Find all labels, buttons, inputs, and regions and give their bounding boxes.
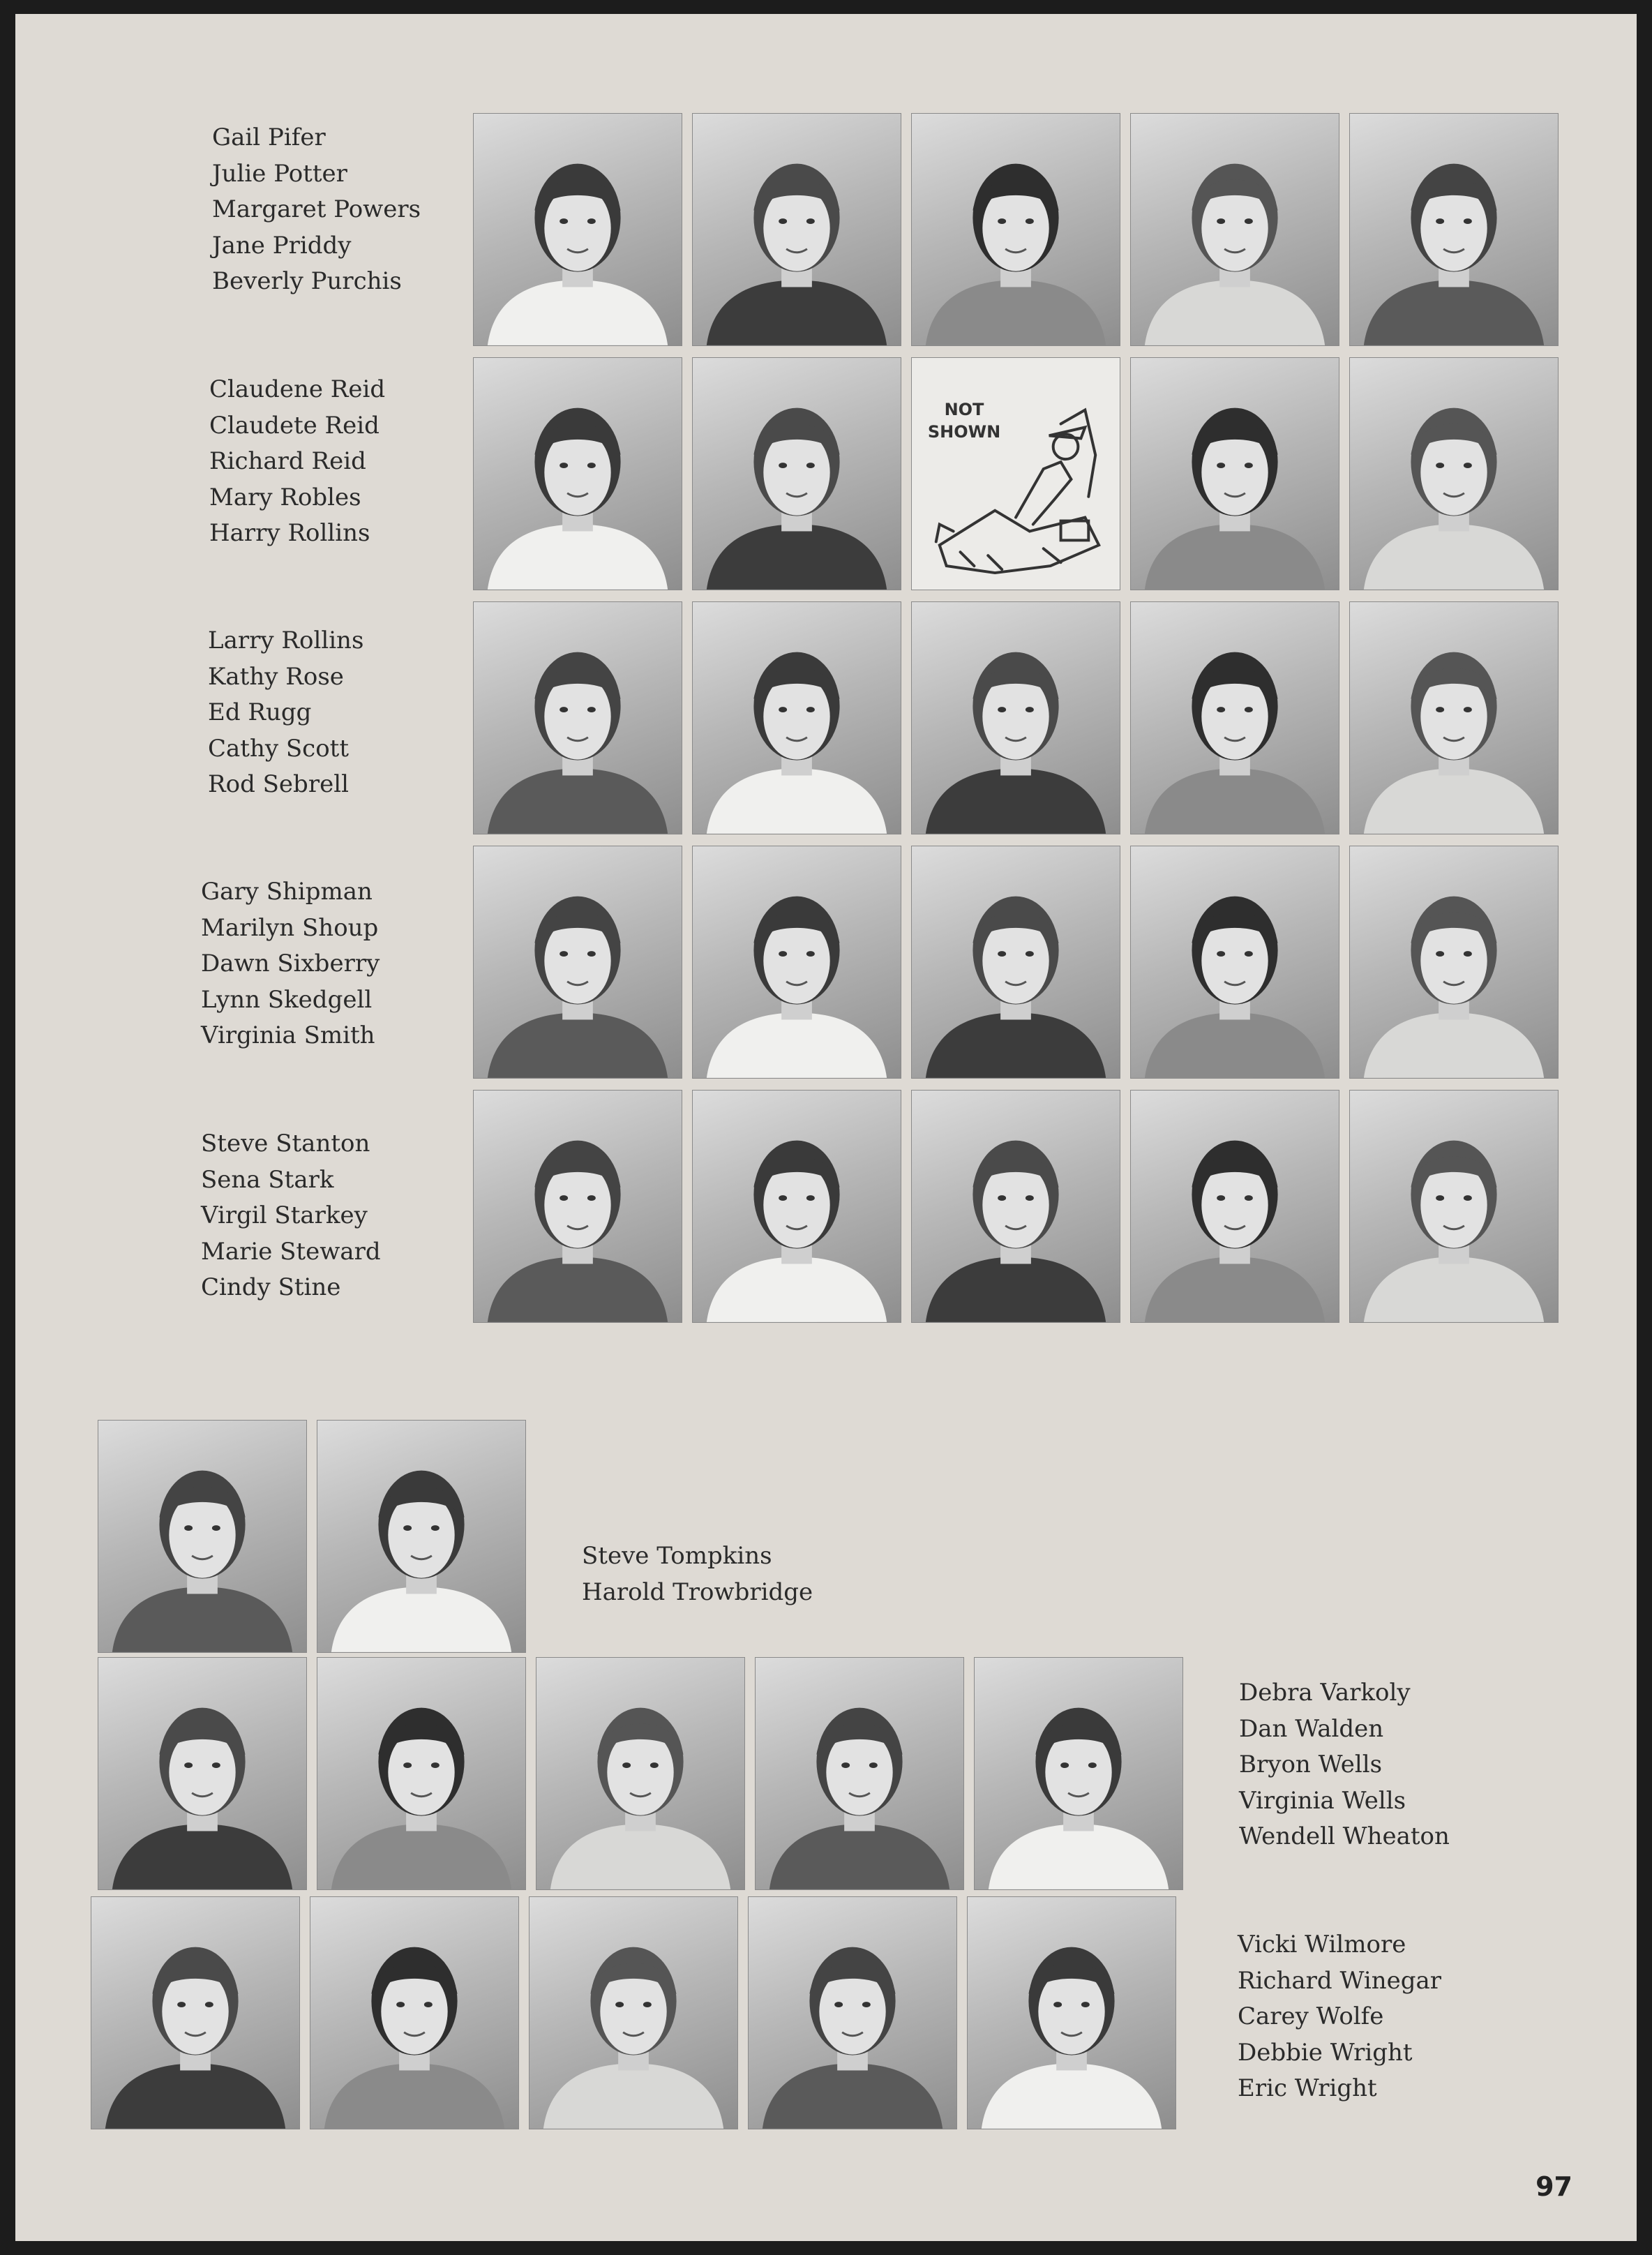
student-name: Larry Rollins [208,627,364,654]
student-portrait [1130,113,1339,346]
portrait-silhouette [975,1658,1182,1889]
student-name: Steve Stanton [201,1130,370,1158]
student-name: Sena Stark [201,1165,334,1194]
portrait-silhouette [1350,114,1558,345]
portrait-silhouette [474,1091,682,1322]
portrait-silhouette [693,1091,901,1322]
student-name: Debra Varkoly [1239,1679,1411,1707]
student-name: Jane Priddy [212,231,352,260]
student-portrait [692,357,901,590]
portrait-silhouette [1131,1091,1339,1322]
student-portrait [317,1420,526,1653]
portrait-silhouette [98,1421,306,1652]
student-name: Kathy Rose [208,662,344,691]
not-shown-label-1: NOT [944,400,984,419]
portrait-silhouette [310,1897,518,2129]
student-portrait [1349,601,1559,834]
portrait-silhouette [693,114,901,345]
student-portrait [310,1896,519,2129]
student-name: Claudene Reid [209,375,386,403]
student-name: Ed Rugg [208,698,312,726]
portrait-silhouette [912,846,1120,1078]
student-portrait [692,113,901,346]
portrait-silhouette [91,1897,299,2129]
student-name: Lynn Skedgell [201,985,373,1014]
student-portrait [473,1090,682,1323]
student-name: Virginia Wells [1239,1786,1406,1815]
yearbook-page [15,14,1637,2241]
student-name: Dan Walden [1239,1714,1384,1743]
student-portrait [1130,846,1339,1079]
portrait-silhouette [693,602,901,834]
portrait-silhouette [474,846,682,1078]
page-number: 97 [1535,2171,1572,2202]
student-portrait [692,846,901,1079]
student-portrait [1349,113,1559,346]
student-portrait [911,601,1120,834]
name-list-row-3 [208,623,363,803]
student-name: Cindy Stine [201,1273,341,1301]
student-name: Mary Robles [209,483,361,511]
student-portrait [911,1090,1120,1323]
portrait-silhouette [1131,602,1339,834]
student-name: Dawn Sixberry [201,950,380,977]
student-name: Eric Wright [1238,2074,1377,2102]
portrait-silhouette [536,1658,744,1889]
portrait-silhouette [1350,846,1558,1078]
not-shown-label-2: SHOWN [927,422,1001,442]
name-list-wilmore [1238,1927,1441,2107]
portrait-silhouette [530,1897,737,2129]
portrait-silhouette [1350,358,1558,590]
student-portrait [911,113,1120,346]
student-name: Gary Shipman [201,878,373,906]
student-portrait [98,1420,307,1653]
student-name: Richard Reid [209,447,366,475]
student-name: Richard Winegar [1238,1966,1442,1995]
student-portrait [1130,357,1339,590]
portrait-silhouette [1350,602,1558,834]
student-name: Rod Sebrell [208,770,349,798]
student-portrait [473,601,682,834]
student-portrait [473,357,682,590]
student-portrait [1349,1090,1559,1323]
student-portrait [748,1896,957,2129]
portrait-silhouette [756,1658,963,1889]
student-name: Harold Trowbridge [582,1578,813,1606]
student-name: Cathy Scott [208,734,349,763]
student-name: Marie Steward [201,1237,381,1266]
student-name: Margaret Powers [212,195,421,223]
not-shown-placeholder [911,357,1120,590]
student-name: Julie Potter [212,159,347,188]
portrait-silhouette [1131,114,1339,345]
student-name: Claudete Reid [209,411,380,440]
student-name: Wendell Wheaton [1239,1822,1450,1850]
student-portrait [967,1896,1176,2129]
student-name: Marilyn Shoup [201,913,379,942]
portrait-silhouette [98,1658,306,1889]
student-portrait [692,601,901,834]
student-portrait [1349,357,1559,590]
portrait-silhouette [693,846,901,1078]
name-list-row-5 [201,1126,381,1306]
student-name: Virgil Starkey [201,1201,368,1229]
student-name: Harry Rollins [209,519,370,547]
student-portrait [1349,846,1559,1079]
name-list-varkoly [1239,1675,1450,1855]
student-portrait [692,1090,901,1323]
cartoon-figure-illustration [912,358,1120,590]
student-portrait [317,1657,526,1890]
portrait-silhouette [317,1658,525,1889]
student-portrait [755,1657,964,1890]
portrait-silhouette [968,1897,1176,2129]
portrait-silhouette [693,358,901,590]
student-portrait [473,113,682,346]
student-portrait [1130,601,1339,834]
student-name: Steve Tompkins [582,1542,772,1570]
name-list-row-1 [212,120,421,300]
student-name: Vicki Wilmore [1238,1931,1406,1958]
portrait-silhouette [912,114,1120,345]
portrait-silhouette [317,1421,525,1652]
student-portrait [473,846,682,1079]
student-name: Virginia Smith [201,1021,375,1049]
student-name: Debbie Wright [1238,2038,1413,2067]
student-portrait [529,1896,738,2129]
portrait-silhouette [474,114,682,345]
student-name: Carey Wolfe [1238,2002,1384,2030]
student-portrait [91,1896,300,2129]
student-portrait [911,846,1120,1079]
student-name: Gail Pifer [212,123,326,151]
student-portrait [98,1657,307,1890]
portrait-silhouette [474,602,682,834]
student-portrait [1130,1090,1339,1323]
portrait-silhouette [474,358,682,590]
portrait-silhouette [749,1897,956,2129]
student-portrait [536,1657,745,1890]
student-portrait [974,1657,1183,1890]
name-list-row-2 [209,372,385,552]
portrait-silhouette [1131,358,1339,590]
student-name: Bryon Wells [1239,1751,1383,1778]
student-name: Beverly Purchis [212,267,402,295]
name-list-row-4 [201,874,380,1054]
name-list-tompkins [582,1538,813,1610]
portrait-silhouette [1131,846,1339,1078]
portrait-silhouette [912,602,1120,834]
portrait-silhouette [1350,1091,1558,1322]
portrait-silhouette [912,1091,1120,1322]
